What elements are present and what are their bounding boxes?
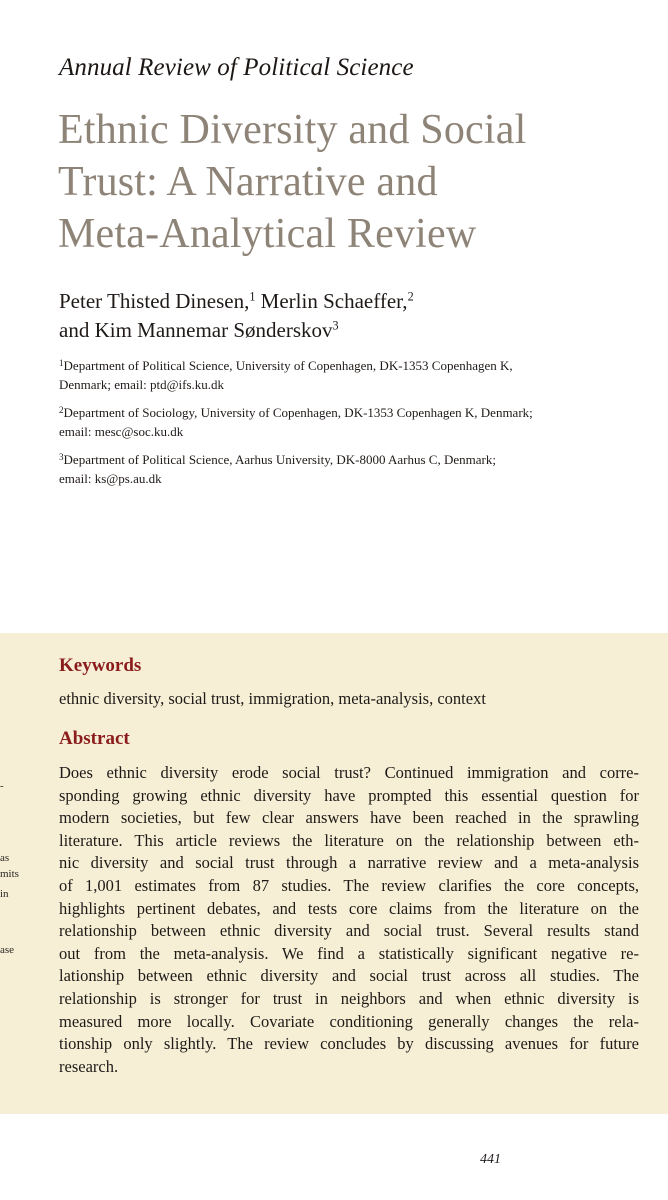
journal-name: Annual Review of Political Science (59, 54, 414, 81)
author-line (59, 316, 659, 345)
author-list (59, 287, 659, 345)
margin-note-fragment: as (0, 852, 10, 864)
keywords-text: ethnic diversity, social trust, immigration, meta-analysis, context (59, 689, 486, 708)
author-line (59, 287, 659, 316)
margin-note-fragment: - (0, 780, 4, 792)
affiliation-text: Denmark; email: ptd@ifs.ku.dk (59, 377, 225, 392)
affiliation (59, 356, 659, 394)
affiliation (59, 403, 659, 441)
margin-note-fragment: ase (0, 944, 15, 956)
keywords-heading: Keywords (59, 655, 142, 676)
author-affiliation-marker: 1 (249, 289, 256, 304)
author-name: Merlin Schaeffer, (260, 289, 408, 313)
author-name: and Kim Mannemar Sønderskov (59, 318, 333, 342)
abstract-line: relationship is stronger for trust in neighbors and when ethnic diversity is (59, 988, 639, 1008)
abstract-line: research. (59, 1056, 119, 1076)
title-line: Meta-Analytical Review (58, 211, 477, 257)
affiliation-text: email: ks@ps.au.dk (59, 471, 162, 486)
affiliation-list (59, 356, 659, 497)
abstract-line: of 1,001 estimates from 87 studies. The review clarifies the core concepts, (59, 875, 639, 895)
margin-note-fragment: in (0, 888, 9, 900)
affiliation-text: Department of Political Science, University of Copenhagen, DK-1353 Copenhagen K, (63, 358, 513, 373)
author-affiliation-marker: 2 (407, 289, 414, 304)
affiliation-text: email: mesc@soc.ku.dk (59, 424, 184, 439)
affiliation-text: Department of Political Science, Aarhus University, DK-8000 Aarhus C, Denmark; (63, 452, 496, 467)
author-affiliation-marker: 3 (332, 318, 339, 333)
abstract-line: lationship between ethnic diversity and social trust across all studies. The (59, 966, 639, 986)
title-line: Trust: A Narrative and (58, 159, 438, 205)
keywords-abstract-panel (0, 633, 668, 1114)
abstract-line: Does ethnic diversity erode social trust? Continued immigration and corre- (59, 763, 639, 782)
affiliation-marker: 2 (59, 404, 64, 415)
affiliation-text: Department of Sociology, University of Copenhagen, DK-1353 Copenhagen K, Denmark; (63, 405, 533, 420)
abstract-line: measured more locally. Covariate conditioning generally changes the rela- (59, 1011, 639, 1031)
margin-note-fragment: mits (0, 868, 19, 880)
page-number: 441 (480, 1152, 501, 1167)
abstract-line: nic diversity and social trust through a narrative review and a meta-analysis (59, 853, 639, 873)
abstract-line: out from the meta-analysis. We find a statistically significant negative re- (59, 943, 639, 963)
abstract-line: relationship between ethnic diversity and social trust. Several results stand (59, 921, 639, 941)
affiliation-marker: 3 (59, 451, 64, 462)
author-name: Peter Thisted Dinesen, (59, 289, 250, 313)
abstract-line: highlights pertinent debates, and tests core claims from the literature on the (59, 898, 639, 918)
abstract-line: sponding growing ethnic diversity have prompted this essential question for (59, 785, 639, 805)
article-title (58, 104, 638, 260)
abstract-line: tionship only slightly. The review concludes by discussing avenues for future (59, 1034, 639, 1054)
affiliation-marker: 1 (59, 357, 64, 368)
title-line: Ethnic Diversity and Social (58, 107, 527, 153)
abstract-body (59, 762, 639, 1078)
abstract-line: literature. This article reviews the literature on the relationship between eth- (59, 830, 639, 850)
affiliation (59, 450, 659, 488)
abstract-heading: Abstract (59, 728, 130, 749)
abstract-line: modern societies, but few clear answers have been reached in the sprawling (59, 808, 639, 828)
